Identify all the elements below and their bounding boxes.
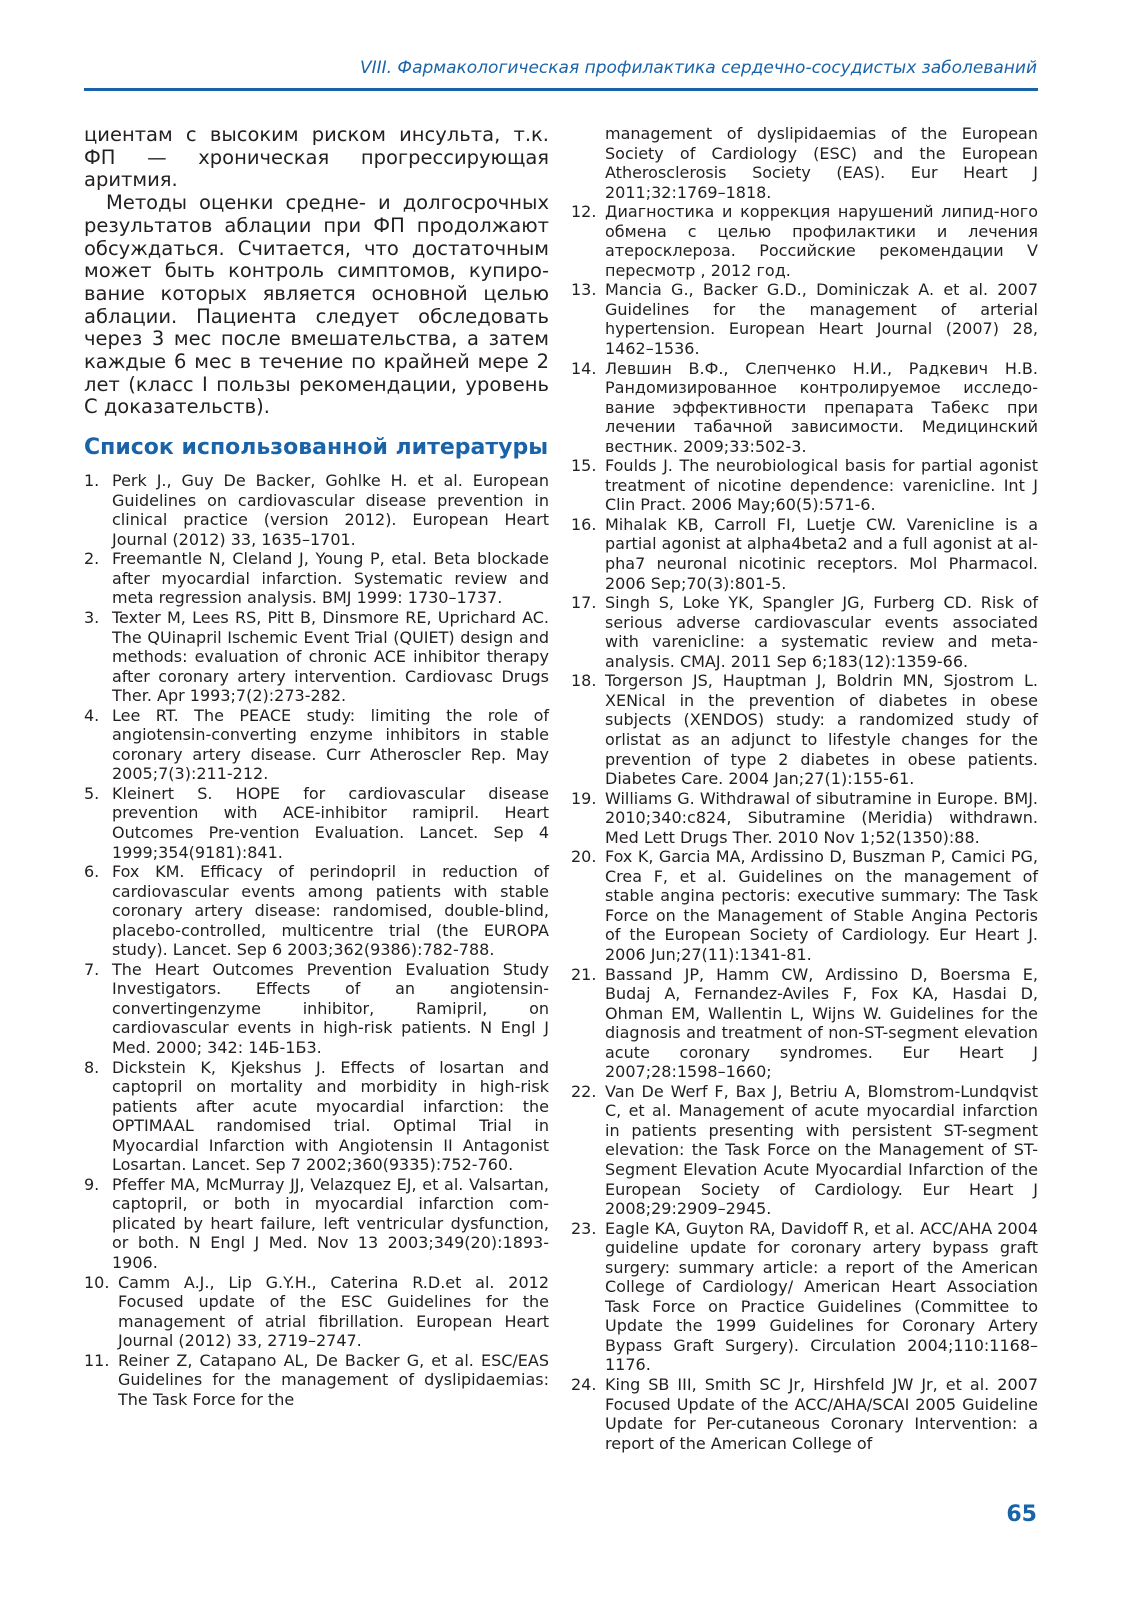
reference-item [84,706,549,784]
reference-item [571,1375,1038,1453]
right-column [571,124,1038,1453]
reference-item [571,202,1038,280]
reference-number: 11. [84,1350,110,1370]
reference-item [84,784,549,862]
reference-text: Fox K, Garcia MA, Ardissino D, Buszman P, Camici PG, Crea F, et al. Guidelines on the management of stable angina pectoris: executive summary: The Task Force on the Management of Stable Angina Pectoris of the European Society of Cardiology. Eur Heart J. 2006 Jun;27(11):1341-81. [605,847,1038,964]
reference-number: 5. [84,783,100,803]
reference-number: 23. [571,1218,597,1238]
reference-number: 7. [84,959,100,979]
reference-item [571,965,1038,1082]
reference-number: 6. [84,862,100,882]
reference-text: Torgerson JS, Hauptman J, Boldrin MN, Sjostrom L. XENical in the prevention of diabetes in obese subjects (XENDOS) study: a randomized study of orlistat as an adjunct to lifestyle changes for the prevention of type 2 diabetes in obese patients. Diabetes Care. 2004 Jan;27(1):155-61. [605,671,1038,789]
reference-text: Camm A.J., Lip G.Y.H., Caterina R.D.et al. 2012 Focused update of the ESC Guidelines for the management of atrial fibrillation. European Heart Journal (2012) 33, 2719–2747. [118,1272,549,1351]
paragraph: Методы оценки средне- и долгосрочных результатов аблации при ФП продолжают обсуждаться. Считается, что достаточным может быть контроль симптомов, купиро-вание которых является основной целью аблации. Пациента следует обследовать через 3 мес после вмешательства, а затем каждые 6 мес в течение по крайней мере 2 лет (класс I пользы рекомендации, уровень С доказательств). [84,191,549,419]
reference-number: 16. [571,514,597,534]
reference-text: Pfeffer MA, McMurray JJ, Velazquez EJ, et al. Valsartan, captopril, or both in myocardial infarction com-plicated by heart failure, left ventricular dysfunction, or both. N Engl J Med. Nov 13 2003;349(20):1893-1906. [112,1174,549,1273]
page-number: 65 [1006,1502,1037,1527]
reference-number: 3. [84,607,100,627]
header-rule [84,88,1038,91]
reference-number: 19. [571,788,597,808]
reference-text: Freemantle N, Cleland J, Young P, etal. Beta blockade after myocardial infarction. Systematic review and meta regression analysis. BMJ 1999: 1730–1737. [112,549,549,608]
reference-item [84,471,549,549]
reference-item [571,593,1038,671]
reference-item [571,671,1038,788]
reference-number: 9. [84,1174,100,1194]
references-heading: Список использованной литературы [84,435,549,461]
reference-item [571,1219,1038,1375]
reference-number: 17. [571,593,597,613]
reference-list [571,124,1038,1453]
paragraph: циентам с высоким риском инсульта, т.к. ФП — хроническая прогрессирующая аритмия. [84,123,549,192]
reference-number: 15. [571,456,597,476]
reference-text: Lee RT. The PEACE study: limiting the role of angiotensin-converting enzyme inhibitors in stable coronary artery disease. Curr Atheroscler Rep. May 2005;7(3):211-212. [112,705,549,784]
reference-item [84,1058,549,1175]
reference-number: 22. [571,1081,597,1101]
reference-continuation: management of dyslipidaemias of the European Society of Cardiology (ESC) and the European Atherosclerosis Society (EAS). Eur Heart J 2011;32:1769–1818. [605,124,1038,202]
reference-item [571,515,1038,593]
reference-number: 14. [571,358,597,378]
reference-item [84,608,549,706]
reference-number: 18. [571,671,597,691]
reference-item [571,1082,1038,1219]
reference-number: 1. [84,471,100,491]
reference-text: Dickstein K, Kjekshus J. Effects of losartan and captopril on mortality and morbidity in high-risk patients after acute myocardial infarction: the OPTIMAAL randomised trial. Optimal Trial in Myocardial Infarction with Angiotensin II Antagonist Losartan. Lancet. Sep 7 2002;360(9335):752-760. [112,1057,549,1175]
reference-number: 13. [571,280,597,300]
running-head: VIII. Фармакологическая профилактика сердечно-сосудистых заболеваний [359,58,1037,78]
reference-text: Mihalak KB, Carroll FI, Luetje CW. Varenicline is a partial agonist at alpha4beta2 and a full agonist at al-pha7 neuronal nicotinic receptors. Mol Pharmacol. 2006 Sep;70(3):801-5. [605,514,1038,593]
reference-item [571,359,1038,457]
left-column [84,124,549,1409]
reference-text: King SB III, Smith SC Jr, Hirshfeld JW Jr, et al. 2007 Focused Update of the ACC/AHA/SCAI 2005 Guideline Update for Per-cutaneous Coronary Intervention: a report of the American College of [605,1375,1038,1453]
reference-number: 24. [571,1375,597,1394]
reference-number: 2. [84,549,100,569]
reference-text: Fox KM. Efficacy of perindopril in reduction of cardiovascular events among patients with stable coronary artery disease: randomised, double-blind, placebo-controlled, multicentre trial (the EUROPA study). Lancet. Sep 6 2003;362(9386):782-788. [112,862,549,960]
reference-number: 10. [84,1272,110,1292]
reference-text: Mancia G., Backer G.D., Dominiczak A. et al. 2007 Guidelines for the management of arterial hypertension. European Heart Journal (2007) 28, 1462–1536. [605,280,1038,359]
reference-number: 21. [571,964,597,984]
reference-text: Texter M, Lees RS, Pitt B, Dinsmore RE, Uprichard AC. The QUinapril Ischemic Event Trial (QUIET) design and methods: evaluation of chronic ACE inhibitor therapy after coronary artery intervention. Cardiovasc Drugs Ther. Apr 1993;7(2):273-282. [112,607,549,706]
reference-list [84,471,549,1409]
reference-item [84,1175,549,1273]
reference-text: Bassand JP, Hamm CW, Ardissino D, Boersma E, Budaj A, Fernandez-Aviles F, Fox KA, Hasdai D, Ohman EM, Wallentin L, Wijns W. Guidelines for the diagnosis and treatment of non-ST-segment elevation acute coronary syndromes. Eur Heart J 2007;28:1598–1660; [605,964,1038,1082]
reference-item [571,456,1038,515]
reference-text: Foulds J. The neurobiological basis for partial agonist treatment of nicotine dependence: varenicline. Int J Clin Pract. 2006 May;60(5):571-6. [605,456,1038,515]
reference-text: Eagle KA, Guyton RA, Davidoff R, et al. ACC/AHA 2004 guideline update for coronary artery bypass graft surgery: summary article: a report of the American College of Cardiology/ American Heart Association Task Force on Practice Guidelines (Committee to Update the 1999 Guidelines for Coronary Artery Bypass Graft Surgery). Circulation 2004;110:1168–1176. [605,1218,1038,1375]
reference-number: 8. [84,1057,100,1077]
reference-text: Reiner Z, Catapano AL, De Backer G, et al. ESC/EAS Guidelines for the management of dyslipidaemias: The Task Force for the [118,1350,549,1409]
reference-item [84,549,549,608]
reference-item [84,1273,549,1351]
reference-item [84,1351,549,1410]
reference-number: 20. [571,847,597,867]
reference-text: Williams G. Withdrawal of sibutramine in Europe. BMJ. 2010;340:c824, Sibutramine (Meridia) withdrawn. Med Lett Drugs Ther. 2010 Nov 1;52(1350):88. [605,788,1038,847]
reference-number: 4. [84,705,100,725]
reference-text: Singh S, Loke YK, Spangler JG, Furberg CD. Risk of serious adverse cardiovascular events associated with varenicline: a systematic review and meta-analysis. CMAJ. 2011 Sep 6;183(12):1359-66. [605,593,1038,671]
reference-text: Van De Werf F, Bax J, Betriu A, Blomstrom-Lundqvist C, et al. Management of acute myocardial infarction in patients presenting with persistent ST-segment elevation: the Task Force on the Management of ST-Segment Elevation Acute Myocardial Infarction of the European Society of Cardiology. Eur Heart J 2008;29:2909–2945. [605,1081,1038,1219]
reference-number: 12. [571,202,597,222]
reference-text: Kleinert S. HOPE for cardiovascular disease prevention with ACE-inhibitor ramipril. Heart Outcomes Pre-vention Evaluation. Lancet. Sep 4 1999;354(9181):841. [112,783,549,862]
reference-item [571,847,1038,964]
reference-text: The Heart Outcomes Prevention Evaluation Study Investigators. Effects of an angiotensin-convertingenzyme inhibitor, Ramipril, on cardiovascular events in high-risk patients. N Engl J Med. 2000; 342: 14Б-1Б3. [112,959,549,1057]
reference-item [571,789,1038,848]
reference-item [84,862,549,960]
reference-item [571,280,1038,358]
reference-text: Диагностика и коррекция нарушений липид-ного обмена с целью профилактики и лечения атеросклероза. Российские рекомендации V пересмотр , 2012 год. [605,202,1038,280]
reference-text: Левшин В.Ф., Слепченко Н.И., Радкевич Н.В. Рандомизированное контролируемое исследо-вание эффективности препарата Табекс при лечении табачной зависимости. Медицинский вестник. 2009;33:502-3. [605,358,1038,456]
reference-item [84,960,549,1058]
reference-text: Perk J., Guy De Backer, Gohlke H. et al. European Guidelines on cardiovascular disease prevention in clinical practice (version 2012). European Heart Journal (2012) 33, 1635–1701. [112,471,549,549]
